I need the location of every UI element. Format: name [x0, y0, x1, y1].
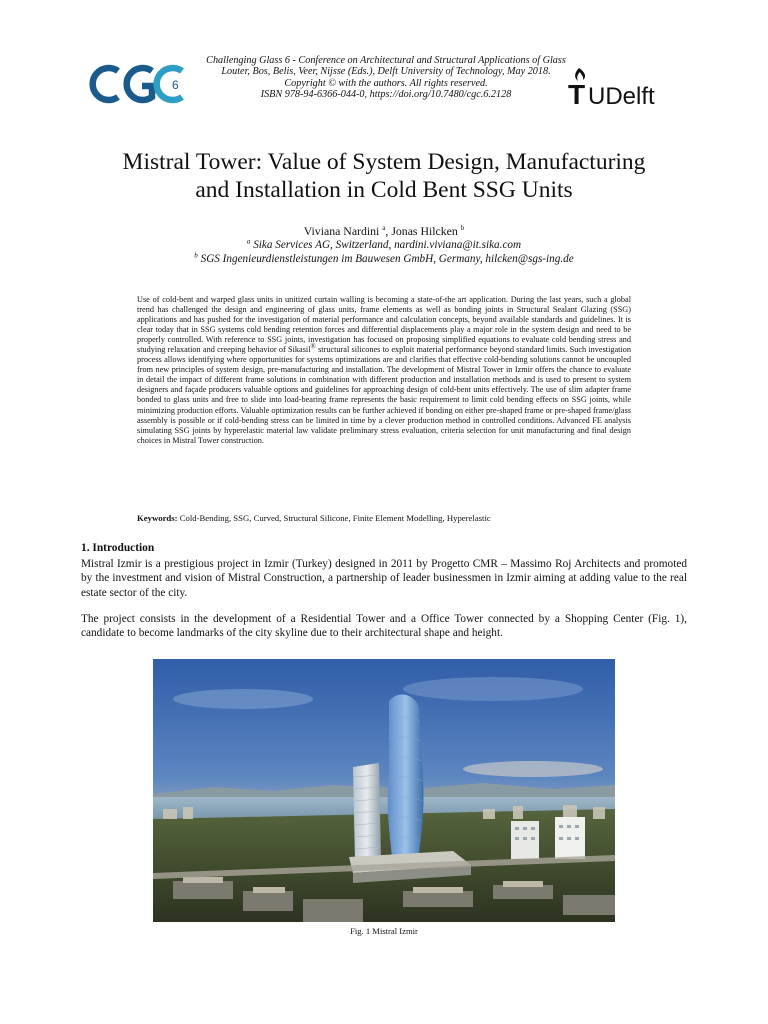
affiliation-a-text: Sika Services AG, Switzerland, nardini.viviana@it.sika.com [250, 239, 522, 251]
conference-line-1: Challenging Glass 6 - Conference on Architectural and Structural Applications of Glass [206, 55, 566, 66]
tudelft-logo-t: T [568, 79, 586, 106]
conference-line-4: ISBN 978-94-6366-044-0, https://doi.org/10.7480/cgc.6.2128 [260, 88, 512, 100]
keywords [137, 513, 631, 524]
abstract-text-1: Use of cold-bent and warped glass units in unitized curtain walling is becoming a state-of-the art application. During the last years, such a global trend has challenged the design and engineering of glass units, frame elements as well as bonding joints in Structural Sealant Glazing (SSG) applications and has pushed for the investigation of material performance and calculation concepts, beyond available standards and guidelines. It is clear today that in SSG systems cold bending retention forces and differential displacements play a major role in the system design and need to be properly controlled. With reference to SSG joints, investigation has focused on proposing simplified equations to evaluate cold bending stress and studying relaxation and creeping behavior of Sikasil [137, 295, 631, 355]
keywords-text: Cold-Bending, SSG, Curved, Structural Silicone, Finite Element Modelling, Hyperelastic [177, 513, 491, 523]
cgc6-logo [86, 62, 198, 106]
tudelft-logo-text: UDelft [588, 83, 655, 106]
intro-paragraph-2: The project consists in the development of a Residential Tower and a Office Tower connected by a Shopping Center (Fig. 1), candidate to become landmarks of the city skyline due to their architectural shape and height. [81, 613, 687, 640]
affiliation-b-sup: b [194, 251, 198, 260]
cgc-logo-number: 6 [172, 78, 179, 92]
author-2-sup: b [460, 224, 465, 233]
section-heading: 1. Introduction [81, 542, 155, 554]
affiliation-a [100, 239, 668, 252]
conference-line-2: Louter, Bos, Belis, Veer, Nijsse (Eds.), Delft University of Technology, May 2018. [221, 66, 551, 78]
authors [100, 224, 668, 238]
affiliation-b [100, 253, 668, 266]
affiliation-b-text: SGS Ingenieurdienstleistungen im Bauwesen GmbH, Germany, hilcken@sgs-ing.de [197, 253, 574, 265]
paper-title [60, 148, 708, 204]
abstract [137, 295, 631, 446]
tudelft-logo [568, 66, 672, 106]
intro-paragraph-1: Mistral Izmir is a prestigious project in Izmir (Turkey) designed in 2011 by Progetto CMR – Massimo Roj Architects and promoted by the investment and vision of Mistral Construction, a partnership of leader businessmen in Izmir aiming at adding value to the real estate sector of the city. [81, 558, 687, 599]
abstract-text-2: structural silicones to exploit material performance beyond standard limits. Such investigation process allows identifying where opportunities for systems optimizations are and clarifies that effective cold-bending solutions cannot be uncoupled from new principles of system design, pre-manufacturing and installation. The development of Mistral Tower in Izmir offers the chance to evaluate in detail the impact of different frame solutions in combination with different production and installation methods and is used to present to system designers and façade producers valuable options and guidelines for approaching design of cold-bent units effectively. The use of slim adapter frame bonded to glass units and free to slide into load-bearing frame represents the basic requirement to limit cold bending effects on SSG joints, while minimizing production efforts. Valuable optimization results can be further achieved if bonding on either pre-shaped frame or pre-shaped frame/glass assembly is possible or if cold-bending stress can be limited in time by a clever production method in controlled conditions. Advanced FE analysis simulating SSG joints by hyperelastic material law validate preliminary stress evaluation, criteria selection for unit manufacturing and final design choices in Mistral Tower construction. [137, 345, 631, 445]
abstract-registered-mark: ® [310, 342, 316, 351]
paper-title-line-1: Mistral Tower: Value of System Design, Manufacturing [122, 149, 646, 175]
paper-title-line-2: and Installation in Cold Bent SSG Units [195, 177, 573, 203]
figure-caption: Fig. 1 Mistral Izmir [350, 926, 418, 936]
author-1: Viviana Nardini [303, 224, 380, 238]
conference-line-3: Copyright © with the authors. All rights reserved. [284, 77, 488, 89]
conference-header [196, 55, 576, 100]
author-2: Jonas Hilcken [391, 224, 458, 238]
affiliation-a-sup: a [246, 237, 251, 246]
author-1-sup: a [382, 224, 386, 233]
figure-mistral-izmir-image [153, 659, 615, 922]
keywords-label: Keywords: [137, 513, 178, 523]
author-separator: , [385, 224, 392, 238]
